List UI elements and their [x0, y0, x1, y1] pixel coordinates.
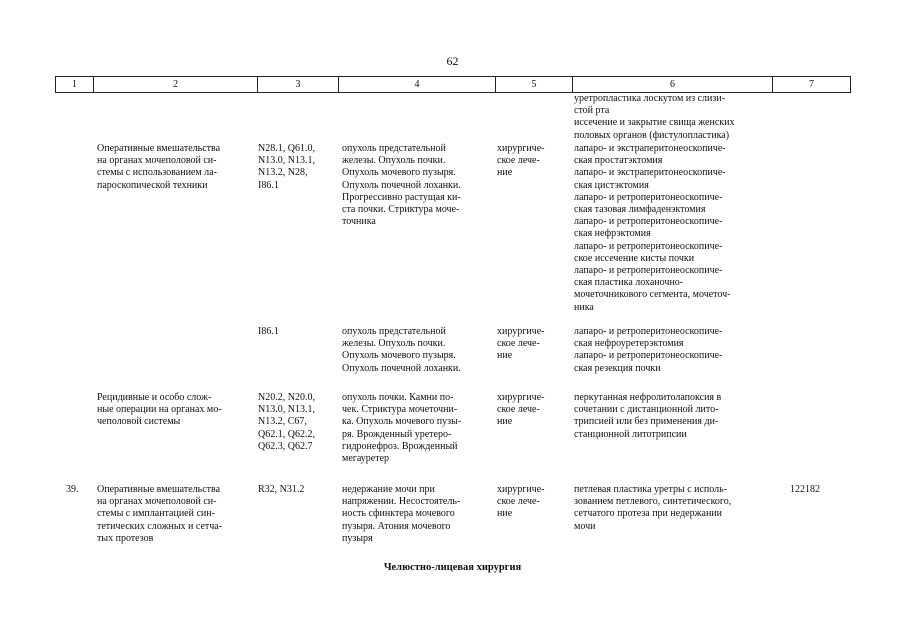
row4-col3 — [258, 484, 332, 496]
text-line: железы. Опухоль почки. — [342, 155, 446, 167]
row4-col6 — [574, 484, 768, 533]
text-line: чеполовой системы — [97, 416, 181, 428]
page-number: 62 — [446, 54, 459, 68]
header-col-7: 7 — [772, 77, 851, 92]
table-header-row — [55, 76, 851, 93]
text-line: ская резекция почки — [574, 362, 661, 374]
text-line: лапаро- и ретроперитонеоскопиче- — [574, 265, 723, 277]
text-line: на органах мочеполовой си- — [97, 155, 217, 167]
text-line: ника — [574, 301, 594, 313]
text-line: ные операции на органах мо- — [97, 404, 222, 416]
text-line: хирургиче- — [497, 326, 545, 337]
text-line: I86.1 — [258, 179, 279, 191]
text-line: Рецидивные и особо слож- — [97, 392, 212, 403]
text-line: иссечение и закрытие свища женских — [574, 117, 735, 129]
text-line: пароскопической техники — [97, 179, 208, 191]
text-line: R32, N31.2 — [258, 484, 305, 495]
text-line: лапаро- и экстраперитонеоскопиче- — [574, 143, 726, 154]
text-line: N13.0, N13.1, — [258, 155, 315, 167]
text-line: хирургиче- — [497, 143, 545, 154]
text-line: опухоль предстательной — [342, 326, 446, 337]
text-line: лапаро- и ретроперитонеоскопиче- — [574, 350, 723, 362]
text-line: половых органов (фистулопластика) — [574, 129, 730, 141]
text-line: сетчатого протеза при недержании — [574, 508, 722, 520]
text-line: ское лече- — [497, 496, 540, 508]
text-line: на органах мочеполовой си- — [97, 496, 217, 508]
text-line: лапаро- и ретроперитонеоскопиче- — [574, 216, 723, 228]
text-line: ское лече- — [497, 404, 540, 416]
text-line: Q62.3, Q62.7 — [258, 440, 313, 452]
header-col-3: 3 — [257, 77, 338, 92]
text-line: зованием петлевого, синтетического, — [574, 496, 732, 508]
row2-col3 — [258, 326, 332, 338]
text-line: стой рта — [574, 105, 610, 117]
text-line: лапаро- и экстраперитонеоскопиче- — [574, 167, 726, 179]
text-line: I86.1 — [258, 326, 279, 337]
section-title: Челюстно-лицевая хирургия — [383, 562, 522, 573]
text-line: ская нефроуретерэктомия — [574, 338, 684, 350]
text-line: мегауретер — [342, 453, 390, 465]
text-line: Оперативные вмешательства — [97, 143, 221, 154]
text-line: ская простатэктомия — [574, 155, 663, 167]
row4-col2 — [97, 484, 244, 545]
text-line: пузыря — [342, 532, 373, 544]
text-line: N13.2, C67, — [258, 416, 307, 428]
row4-col4 — [342, 484, 487, 545]
row3-col2 — [97, 392, 244, 429]
text-line: Опухоль почечной лоханки. — [342, 179, 461, 191]
continuation-col6 — [574, 93, 768, 142]
text-line: перкутанная нефролитолапоксия в — [574, 392, 722, 403]
text-line: недержание мочи при — [342, 484, 435, 495]
text-line: Q62.1, Q62.2, — [258, 428, 315, 440]
header-col-6: 6 — [572, 77, 772, 92]
row3-col5 — [497, 392, 563, 429]
text-line: лапаро- и ретроперитонеоскопиче- — [574, 191, 723, 203]
row2-col4 — [342, 326, 487, 375]
text-line: стемы с использованием ла- — [97, 167, 217, 179]
row4-col5 — [497, 484, 563, 521]
row1-col2 — [97, 143, 244, 192]
text-line: Оперативные вмешательства — [97, 484, 221, 495]
text-line: сочетании с дистанционной лито- — [574, 404, 719, 416]
header-col-4: 4 — [338, 77, 495, 92]
text-line: N13.0, N13.1, — [258, 404, 315, 416]
row3-col6 — [574, 392, 768, 441]
text-line: железы. Опухоль почки. — [342, 338, 446, 350]
text-line: чек. Стриктура мочеточни- — [342, 404, 458, 416]
text-line: уретропластика лоскутом из слизи- — [574, 93, 726, 104]
text-line: тых протезов — [97, 532, 154, 544]
text-line: ста почки. Стриктура моче- — [342, 204, 460, 216]
row3-col3 — [258, 392, 332, 453]
row1-col3 — [258, 143, 332, 192]
text-line: ность сфинктера мочевого — [342, 508, 455, 520]
text-line: Опухоль почечной лоханки. — [342, 362, 461, 374]
text-line: ка. Опухоль мочевого пузы- — [342, 416, 462, 428]
row1-col4 — [342, 143, 487, 228]
text-line: станционной литотрипсии — [574, 428, 687, 440]
text-line: трипсией или без применения ди- — [574, 416, 719, 428]
text-line: N13.2, N28, — [258, 167, 308, 179]
text-line: N28.1, Q61.0, — [258, 143, 315, 154]
row2-col5 — [497, 326, 563, 363]
text-line: ние — [497, 350, 513, 362]
text-line: ская нефрэктомия — [574, 228, 651, 240]
text-line: N20.2, N20.0, — [258, 392, 315, 403]
row1-col5 — [497, 143, 563, 180]
text-line: Опухоль мочевого пузыря. — [342, 167, 456, 179]
text-line: ская цистэктомия — [574, 179, 649, 191]
text-line: хирургиче- — [497, 392, 545, 403]
text-line: Прогрессивно растущая ки- — [342, 191, 461, 203]
text-line: ское лече- — [497, 155, 540, 167]
text-line: ская пластика лоханочно- — [574, 277, 684, 289]
text-line: мочеточникового сегмента, мочеточ- — [574, 289, 731, 301]
header-col-5: 5 — [495, 77, 572, 92]
text-line: Опухоль мочевого пузыря. — [342, 350, 456, 362]
row4-col7: 122182 — [790, 484, 820, 495]
row2-col6 — [574, 326, 768, 375]
text-line: пузыря. Атония мочевого — [342, 520, 451, 532]
text-line: опухоль почки. Камни по- — [342, 392, 454, 403]
text-line: ние — [497, 416, 513, 428]
text-line: лапаро- и ретроперитонеоскопиче- — [574, 326, 723, 337]
text-line: хирургиче- — [497, 484, 545, 495]
text-line: стемы с имплантацией син- — [97, 508, 215, 520]
text-line: ние — [497, 508, 513, 520]
text-line: тетических сложных и сетча- — [97, 520, 223, 532]
header-col-2: 2 — [93, 77, 257, 92]
text-line: мочи — [574, 520, 596, 532]
text-line: опухоль предстательной — [342, 143, 446, 154]
header-col-1: 1 — [55, 77, 93, 92]
row1-col6 — [574, 143, 768, 314]
text-line: ское иссечение кисты почки — [574, 252, 695, 264]
text-line: ние — [497, 167, 513, 179]
text-line: ское лече- — [497, 338, 540, 350]
text-line: ская тазовая лимфаденэктомия — [574, 204, 706, 216]
text-line: лапаро- и ретроперитонеоскопиче- — [574, 240, 723, 252]
text-line: точника — [342, 216, 376, 228]
text-line: гидронефроз. Врожденный — [342, 440, 458, 452]
row3-col4 — [342, 392, 487, 465]
text-line: напряжении. Несостоятель- — [342, 496, 461, 508]
text-line: ря. Врожденный уретеро- — [342, 428, 452, 440]
text-line: петлевая пластика уретры с исполь- — [574, 484, 728, 495]
row4-col1: 39. — [66, 484, 79, 495]
